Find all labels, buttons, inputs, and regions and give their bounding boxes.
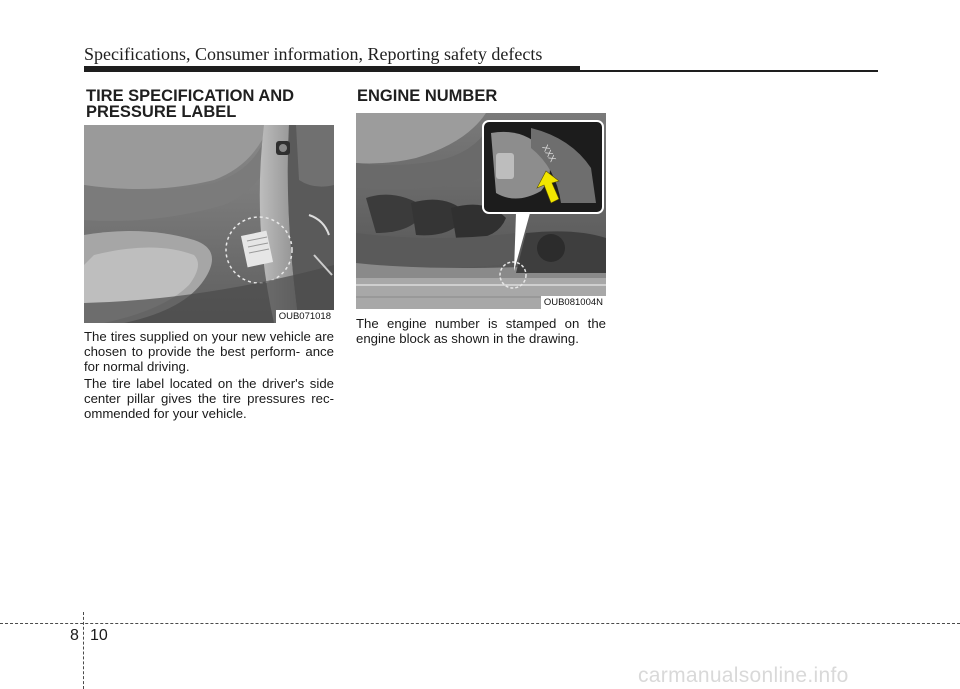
door-pillar-illustration bbox=[84, 125, 334, 323]
header-bar bbox=[84, 66, 580, 72]
section-number: 8 bbox=[70, 627, 79, 644]
engine-stamp-text: XXX bbox=[540, 143, 558, 164]
tire-paragraph-2: The tire label located on the driver's side center pillar gives the tire pressures rec- ommended for your vehicle. bbox=[84, 376, 334, 421]
engine-bay-illustration bbox=[356, 113, 606, 309]
tire-label-heading-line2: PRESSURE LABEL bbox=[86, 103, 237, 121]
figure-code: OUB071018 bbox=[276, 310, 334, 323]
watermark: carmanualsonline.info bbox=[638, 664, 849, 687]
header-rule bbox=[580, 70, 878, 72]
engine-number-heading: ENGINE NUMBER bbox=[357, 87, 498, 105]
page-number: 10 bbox=[90, 627, 108, 644]
tire-label-heading-line1: TIRE SPECIFICATION AND bbox=[86, 87, 295, 105]
engine-number-figure bbox=[356, 113, 606, 309]
footer-vertical-rule bbox=[83, 612, 84, 689]
figure-code-engine: OUB081004N bbox=[541, 296, 606, 309]
tire-paragraph-1: The tires supplied on your new vehicle are chosen to provide the best perform- ance for normal driving. bbox=[84, 329, 334, 374]
running-header: Specifications, Consumer information, Reporting safety defects bbox=[84, 44, 543, 64]
engine-paragraph: The engine number is stamped on the engine block as shown in the drawing. bbox=[356, 316, 606, 346]
footer-rule bbox=[0, 623, 960, 624]
tire-label-heading bbox=[86, 88, 294, 120]
tire-label-figure bbox=[84, 125, 334, 323]
